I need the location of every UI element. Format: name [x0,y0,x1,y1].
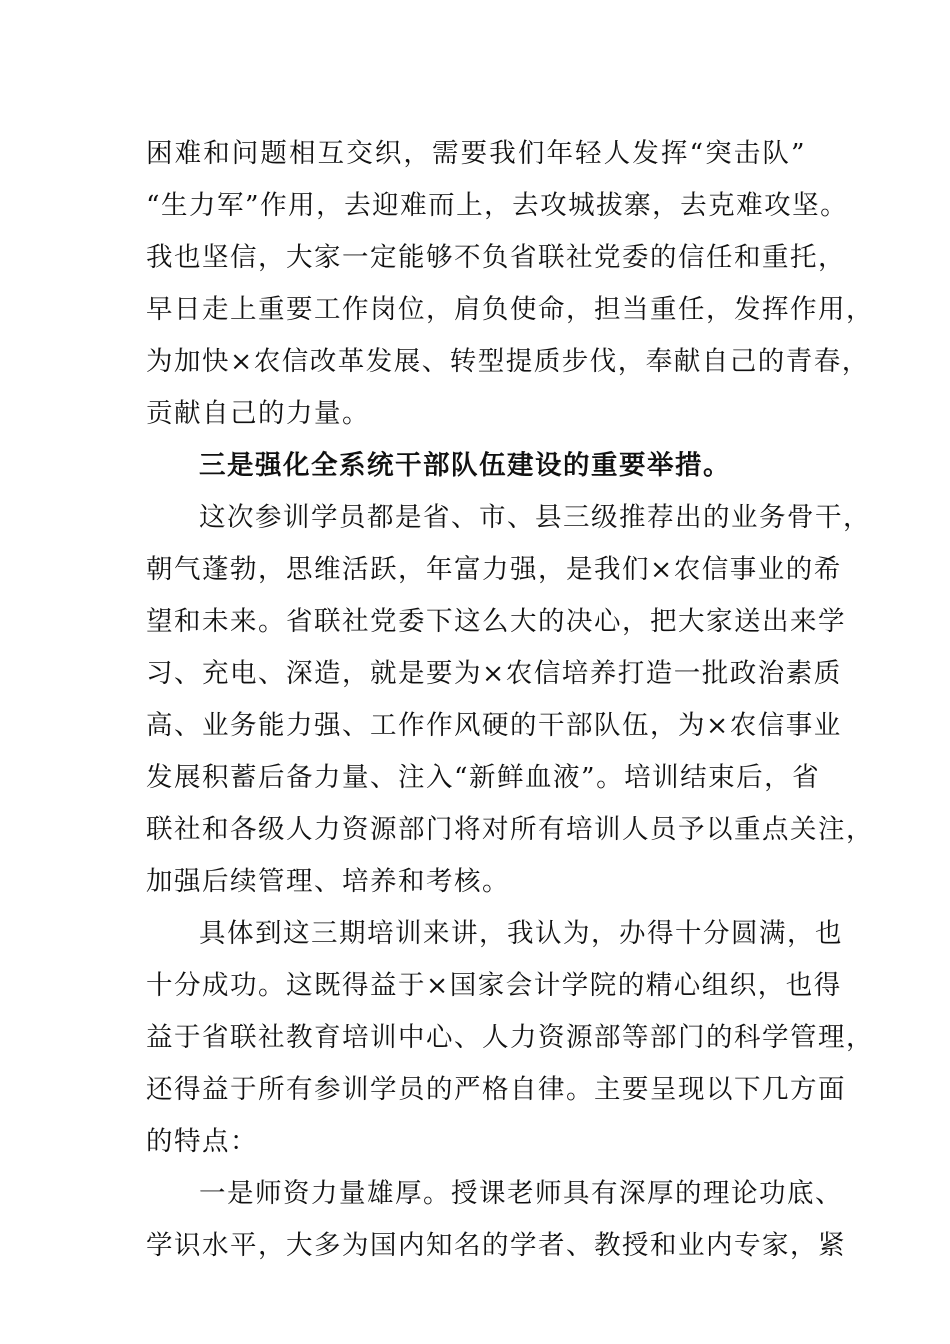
text-line: 一是师资力量雄厚。授课老师具有深厚的理论功底、 [199,1178,843,1209]
text-line: 发展积蓄后备力量、注入“新鲜血液”。培训结束后，省 [146,762,821,793]
text-line: 这次参训学员都是省、市、县三级推荐出的业务骨干， [199,502,871,533]
text-line: 联社和各级人力资源部门将对所有培训人员予以重点关注， [146,814,874,845]
text-line: 望和未来。省联社党委下这么大的决心，把大家送出来学 [146,606,846,637]
text-line: 高、业务能力强、工作作风硬的干部队伍，为×农信事业 [146,710,842,741]
text-line: “生力军”作用，去迎难而上，去攻城拔寨，去克难攻坚。 [146,190,849,221]
text-line: 贡献自己的力量。 [146,398,370,429]
text-line: 朝气蓬勃，思维活跃，年富力强，是我们×农信事业的希 [146,554,842,585]
text-line: 益于省联社教育培训中心、人力资源部等部门的科学管理， [146,1022,874,1053]
text-line: 学识水平，大多为国内知名的学者、教授和业内专家，紧 [146,1230,846,1261]
text-line: 为加快×农信改革发展、转型提质步伐，奉献自己的青春， [146,346,870,377]
text-line: 的特点： [146,1126,258,1157]
text-line: 十分成功。这既得益于×国家会计学院的精心组织，也得 [146,970,842,1001]
text-line: 早日走上重要工作岗位，肩负使命，担当重任，发挥作用， [146,294,874,325]
text-line: 具体到这三期培训来讲，我认为，办得十分圆满，也 [199,918,843,949]
text-line: 还得益于所有参训学员的严格自律。主要呈现以下几方面 [146,1074,846,1105]
body-text [146,128,874,1272]
section-heading: 三是强化全系统干部队伍建设的重要举措。 [199,450,731,481]
text-line: 习、充电、深造，就是要为×农信培养打造一批政治素质 [146,658,842,689]
text-line: 我也坚信，大家一定能够不负省联社党委的信任和重托， [146,242,846,273]
text-line: 加强后续管理、培养和考核。 [146,866,510,897]
text-line: 困难和问题相互交织，需要我们年轻人发挥“突击队” [146,138,806,169]
